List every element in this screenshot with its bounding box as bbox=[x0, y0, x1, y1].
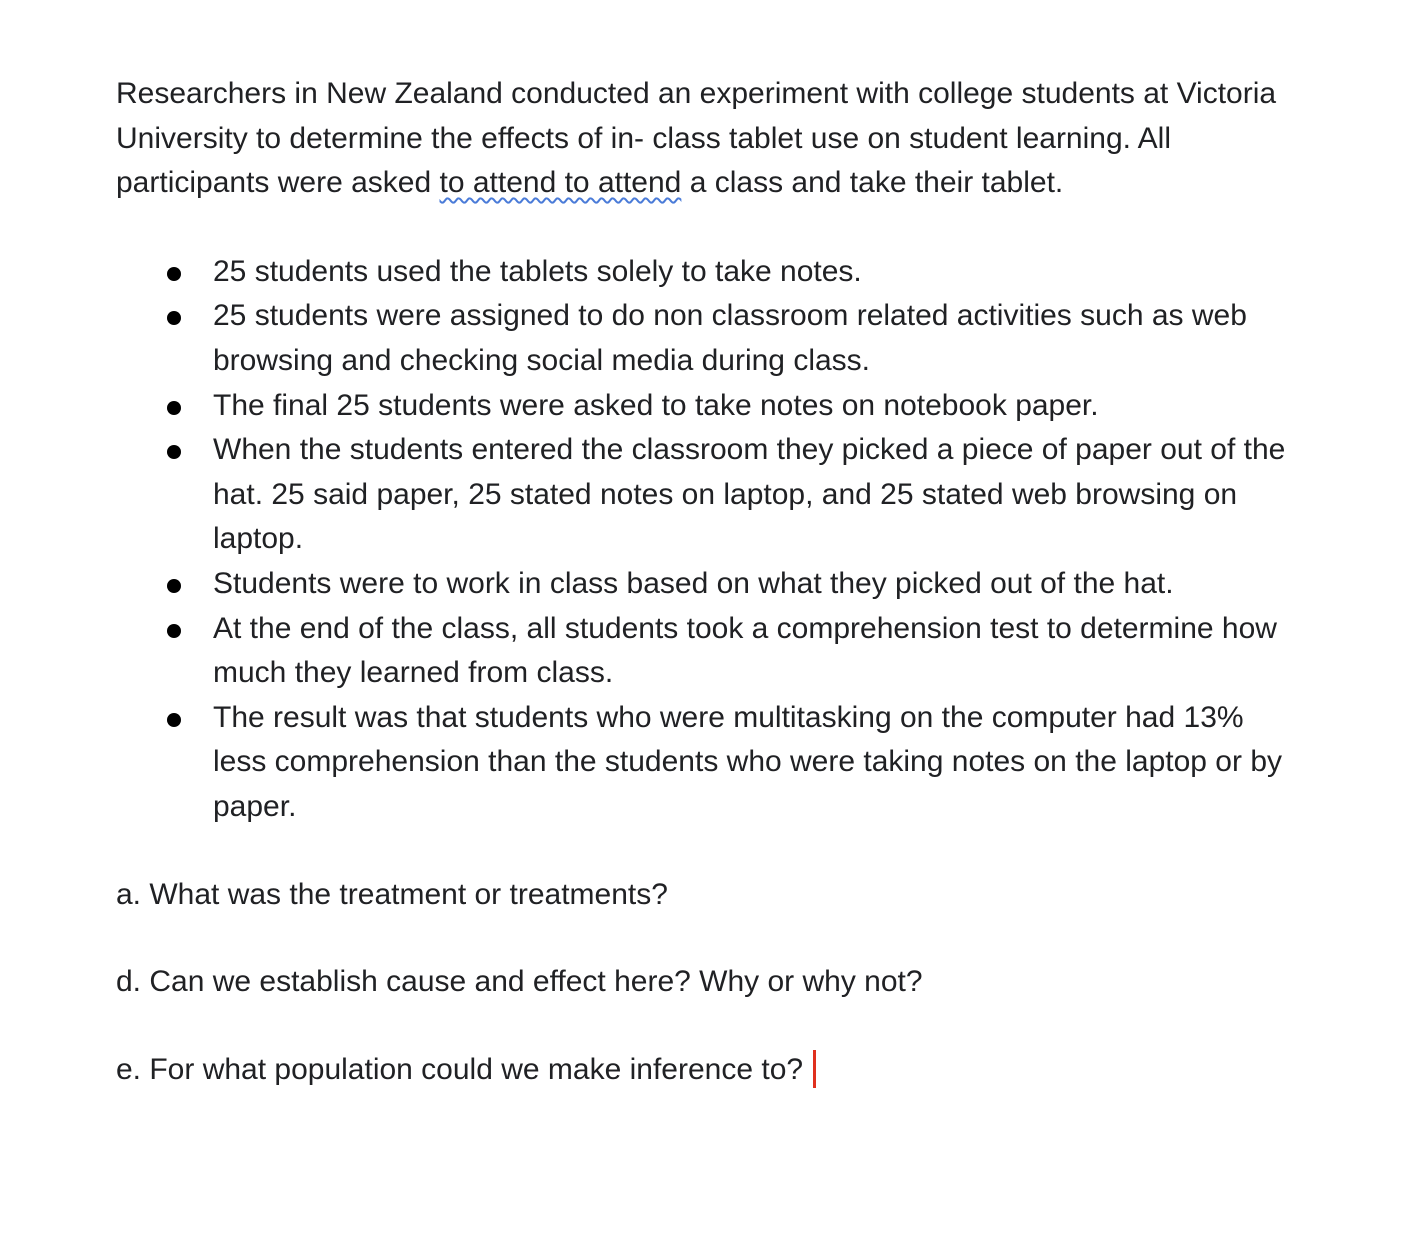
list-item bbox=[116, 696, 1296, 830]
list-item bbox=[116, 294, 1296, 383]
bullet-icon bbox=[167, 267, 181, 281]
list-item-text: 25 students used the tablets solely to take notes. bbox=[213, 254, 862, 288]
bullet-list bbox=[116, 250, 1296, 830]
bullet-icon bbox=[167, 311, 181, 325]
bullet-icon bbox=[167, 401, 181, 415]
question-e bbox=[116, 1048, 1296, 1093]
intro-paragraph[interactable] bbox=[116, 72, 1296, 206]
intro-text-part1: Researchers in New Zealand conducted an experiment with college students at Victoria University to determine the effects of in- class tablet use on student learning. All participants were asked bbox=[116, 77, 1277, 200]
list-item bbox=[116, 250, 1296, 295]
intro-text-part2: a class and take their tablet. bbox=[681, 166, 1064, 200]
list-item-text: The result was that students who were multitasking on the computer had 13% less comprehension than the students who were taking notes on the laptop or by paper. bbox=[213, 700, 1282, 823]
document-body[interactable] bbox=[116, 72, 1296, 1092]
list-item bbox=[116, 562, 1296, 607]
list-item bbox=[116, 428, 1296, 562]
bullet-icon bbox=[167, 579, 181, 593]
bullet-icon bbox=[167, 624, 181, 638]
bullet-icon bbox=[167, 445, 181, 459]
list-item-text: When the students entered the classroom they picked a piece of paper out of the hat. 25 said paper, 25 stated notes on laptop, and 25 stated web browsing on laptop. bbox=[213, 433, 1286, 556]
question-d: d. Can we establish cause and effect here? Why or why not? bbox=[116, 965, 923, 999]
text-cursor[interactable] bbox=[813, 1050, 816, 1088]
spellcheck-flagged-phrase[interactable]: to attend to attend bbox=[439, 166, 682, 200]
question-e-text: e. For what population could we make inference to? bbox=[116, 1052, 804, 1086]
list-item-text: The final 25 students were asked to take notes on notebook paper. bbox=[213, 388, 1099, 422]
list-item-text: Students were to work in class based on what they picked out of the hat. bbox=[213, 566, 1174, 600]
question-a: a. What was the treatment or treatments? bbox=[116, 877, 668, 911]
list-item-text: 25 students were assigned to do non classroom related activities such as web browsing and checking social media during class. bbox=[213, 299, 1247, 377]
bullet-icon bbox=[167, 713, 181, 727]
list-item bbox=[116, 607, 1296, 696]
list-item-text: At the end of the class, all students took a comprehension test to determine how much they learned from class. bbox=[213, 611, 1277, 690]
list-item bbox=[116, 384, 1296, 429]
